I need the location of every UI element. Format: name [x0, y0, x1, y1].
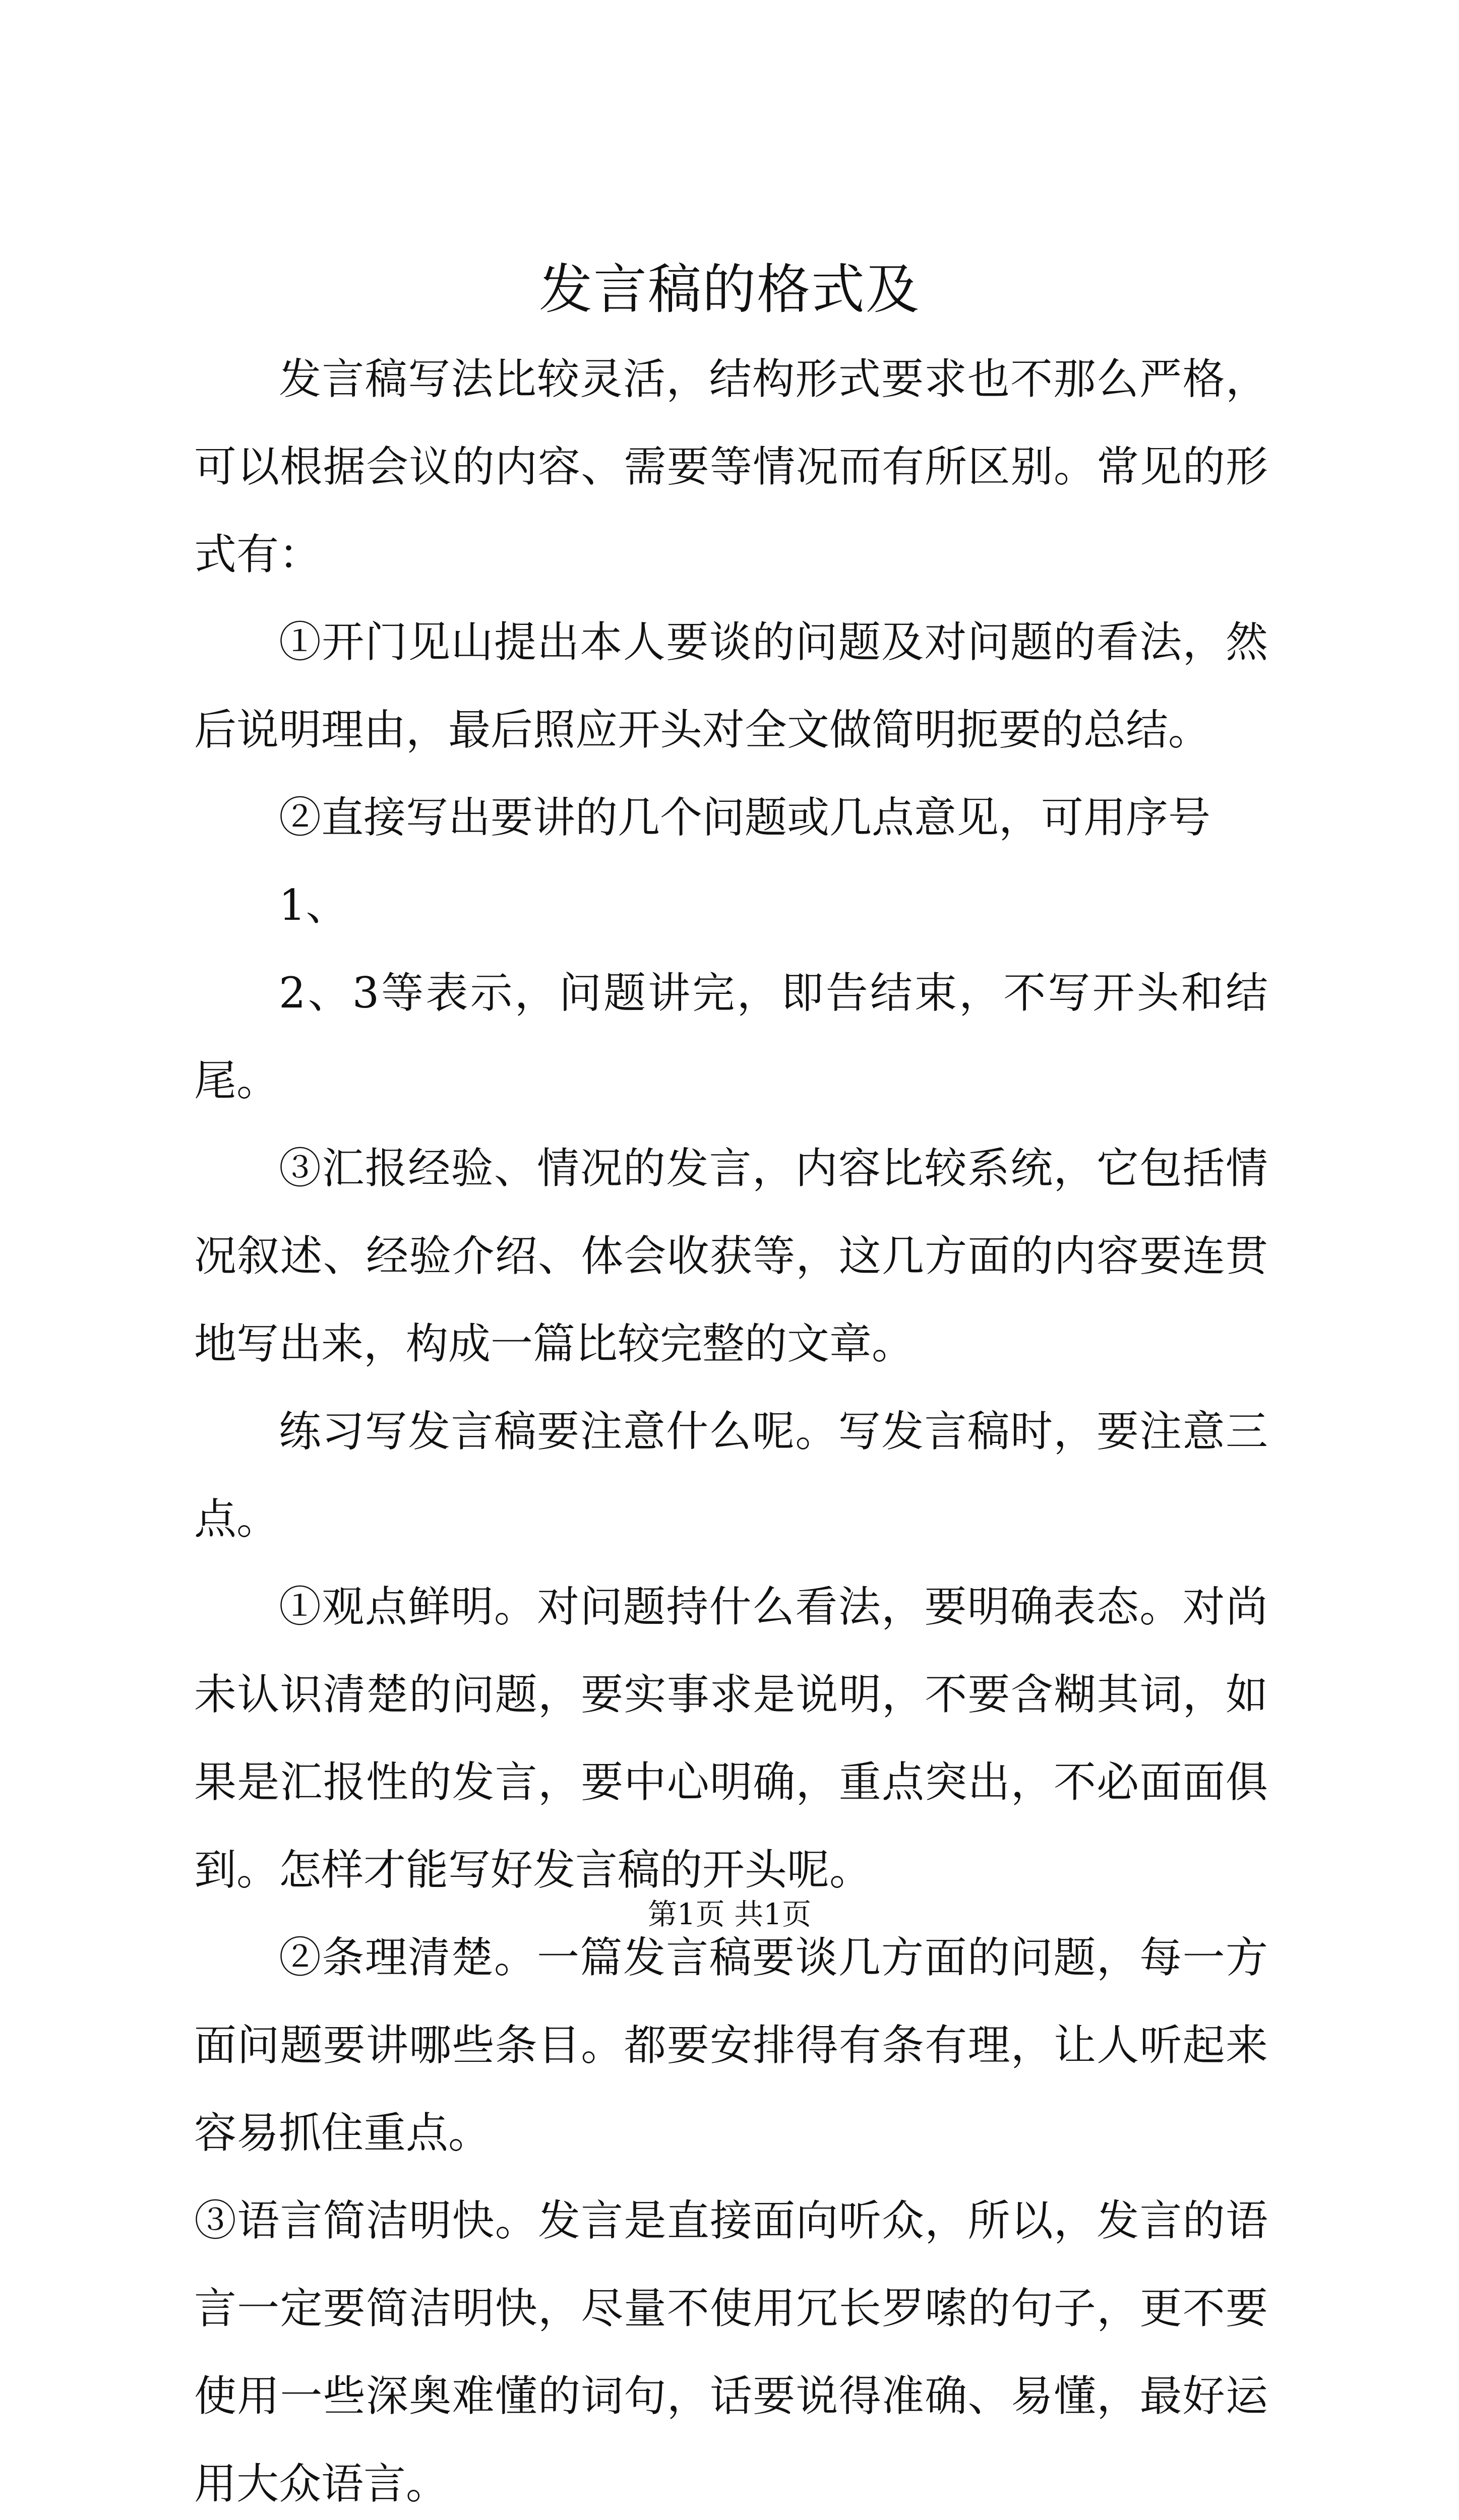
page-number: 第1页 共1页	[647, 1897, 812, 1931]
paragraph-form-2: ②直接写出要讲的几个问题或几点意见，可用序号	[279, 793, 1211, 842]
paragraph-form-3: ③汇报经验、情况的发言，内容比较系统，它包括情况叙述、经验介绍、体会收获等，这几方面的内容要连贯地写出来，构成一篇比较完整的文章。	[194, 1144, 1268, 1368]
paragraph-intro: 发言稿写法比较灵活，结构形式要求也不那么严格，可以根据会议的内容、需要等情况而有所区别。常见的形式有：	[194, 354, 1268, 579]
document-body	[194, 335, 1268, 2520]
paragraph-form-1: ①开门见山提出本人要谈的问题及对问题的看法，然后说明理由，最后照应开头对全文做简明扼要的总结。	[194, 617, 1268, 754]
paragraph-point-3: ③语言简洁明快。发言是直接面向听众，所以，发言的语言一定要简洁明快，尽量不使用冗长罗嗦的句子，更不要使用一些深奥难懂的词句，话要说得准确、易懂，最好运用大众语言。	[194, 2196, 1268, 2508]
paragraph-point-1: ①观点鲜明。对问题持什么看法，要明确表态。对尚未认识清楚的问题，要实事求是说明，不要含糊其词，如果是汇报性的发言，要中心明确，重点突出，不必面面俱到。怎样才能写好发言稿的开头呢。	[194, 1582, 1268, 1895]
document-title: 发言稿的格式及	[539, 259, 920, 321]
paragraph-number-1: 1、	[279, 880, 348, 930]
paragraph-number-2-3: 2、3等表示，问题讲完，即告结束，不写开头和结尾。	[194, 968, 1268, 1105]
paragraph-point-2: ②条理清楚。一篇发言稿要谈几方面的问题，每一方面问题要讲哪些条目。都要安排得有条有理，让人听起来容易抓住重点。	[194, 1933, 1268, 2158]
paragraph-notes-intro: 练习写发言稿要注意什么呢。写发言稿时，要注意三点。	[194, 1407, 1268, 1544]
